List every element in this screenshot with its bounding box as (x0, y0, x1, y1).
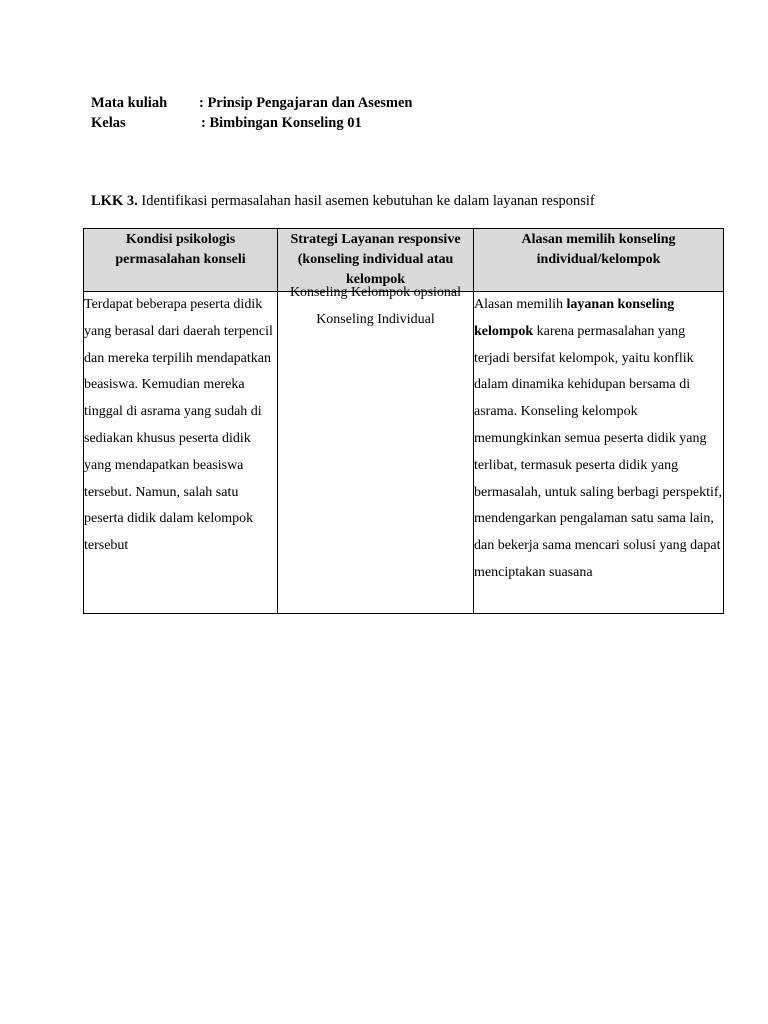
task-heading (91, 191, 595, 211)
course-info (91, 93, 413, 133)
course-value: : Prinsip Pengajaran dan Asesmen (199, 95, 413, 111)
class-label: Kelas (91, 115, 126, 131)
reason-text: karena permasalahan yang terjadi bersifat kelompok, yaitu konflik dalam dinamika kehidupan bersama di asrama. Konseling kelompok memungkinkan semua peserta didik yang terlibat, termasuk peserta didik yang bermasalah, untuk saling berbagi perspektif, mendengarkan pengalaman satu sama lain, dan bekerja sama mencari solusi yang dapat menciptakan suasana (474, 323, 723, 580)
header-condition: Kondisi psikologis permasalahan konseli (84, 229, 278, 292)
course-row (91, 93, 413, 113)
lkk-table (83, 228, 724, 614)
condition-text: Terdapat beberapa peserta didik yang berasal dari daerah terpencil dan mereka terpilih mendapatkan beasiswa. Kemudian mereka tinggal di asrama yang sudah di sediakan khusus peserta didik yang mendapatkan beasiswa tersebut. Namun, salah satu peserta didik dalam kelompok tersebut (84, 297, 273, 554)
header-reason: Alasan memilih konseling individual/kelompok (474, 229, 724, 292)
strategy-text: Konseling Kelompok opsional Konseling Individual (289, 285, 462, 327)
table-row (84, 292, 724, 614)
task-description: Identifikasi permasalahan hasil asemen kebutuhan ke dalam layanan responsif (137, 193, 595, 209)
cell-condition (84, 292, 278, 614)
header-strategy: Strategi Layanan responsive (konseling individual atau kelompok (278, 229, 474, 292)
class-row (91, 113, 413, 133)
class-value: : Bimbingan Konseling 01 (201, 115, 362, 131)
cell-strategy (278, 285, 474, 614)
reason-prefix: Alasan memilih (474, 297, 567, 312)
cell-reason (474, 292, 724, 614)
task-label: LKK 3. (91, 193, 138, 209)
reason-emphasis: layanan konseling kelompok (474, 297, 675, 339)
course-label: Mata kuliah (91, 95, 168, 111)
